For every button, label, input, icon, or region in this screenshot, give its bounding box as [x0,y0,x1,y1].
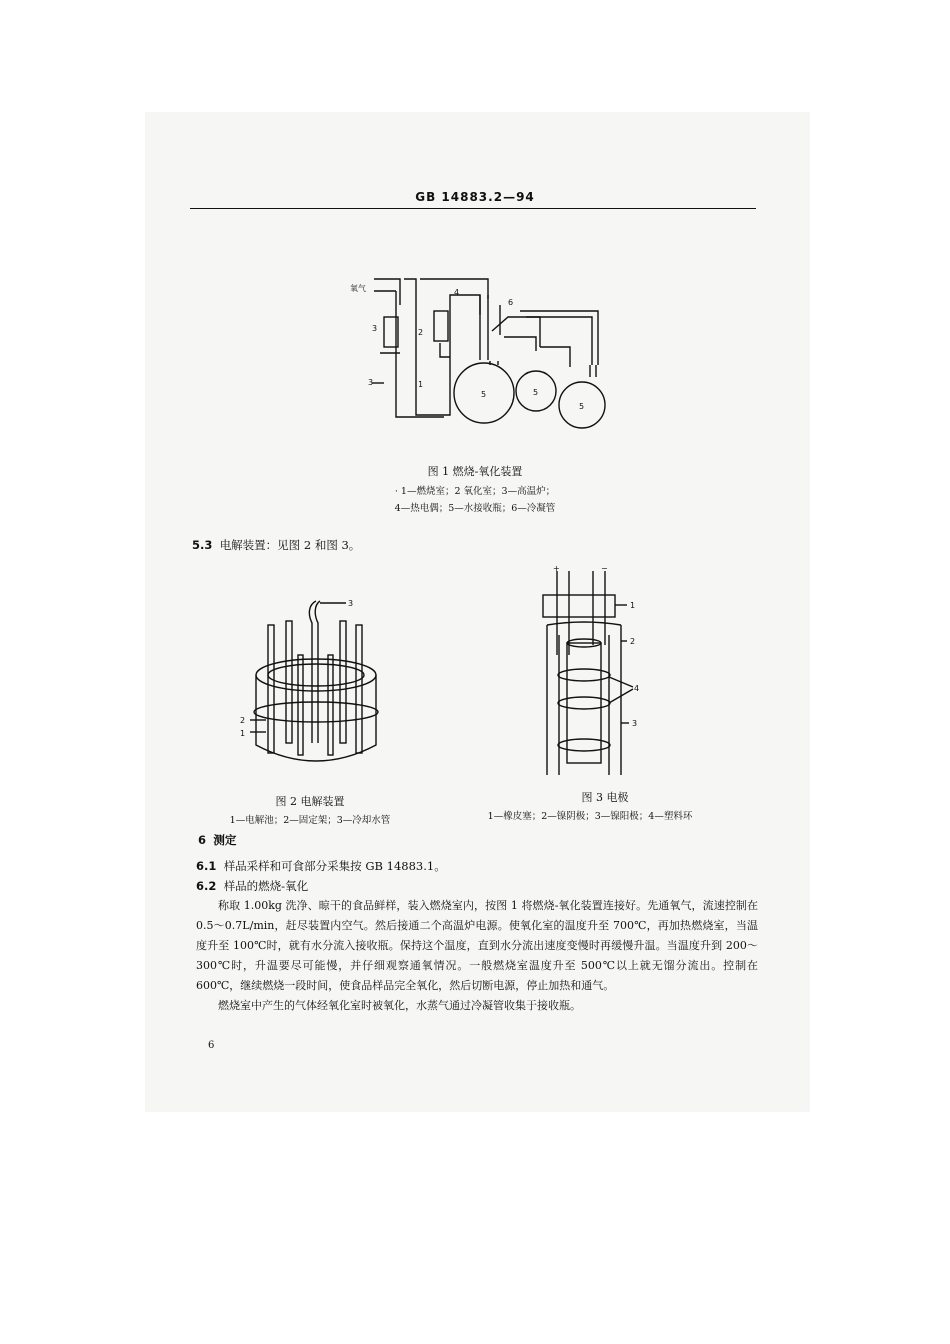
figure-3-legend: 1—橡皮塞；2—镍阴极；3—镍阳极；4—塑料环 [487,811,693,822]
label-3b: 3 [368,378,374,387]
label-2: 2 [240,716,246,725]
figure-1-apparatus-diagram [340,265,620,445]
page-number: 6 [208,1040,215,1051]
label-5a: 5 [481,390,487,399]
figure-3-electrode-diagram [535,565,645,780]
section-6-number: 6 [198,833,207,847]
label-3a: 3 [372,324,378,333]
section-6-2-paragraph-1: 称取 1.00kg 洗净、晾干的食品鲜样，装入燃烧室内，按图 1 将燃烧-氧化装置连接好。先通氧气，流速控制在 0.5～0.7L/min，赶尽装置内空气。然后接通二个高温炉电源。使氧化室的温度升至 700℃，再加热燃烧室，当温度升至 100℃时，就有水分流入接收瓶。保持这个温度，直到水分流出速度变慢时再缓慢升温。当温度升到 200～300℃时，升温要尽可能慢，并仔细观察通氧情况。一般燃烧室温度升至 500℃以上就无馏分流出。控制在 600℃，继续燃烧一段时间，使食品样品完全氧化，然后切断电源，停止加热和通气。 [196,899,758,992]
section-6-title: 测定 [213,833,237,847]
section-6-heading [198,832,236,848]
standard-number-header: GB 14883.2—94 [415,190,535,204]
label-2: 2 [630,637,636,646]
section-5-3-text: 电解装置：见图 2 和图 3。 [219,538,361,552]
label-1: 1 [240,729,246,738]
section-6-1-text: 样品采样和可食部分采集按 GB 14883.1。 [223,859,446,873]
label-1: 1 [418,380,424,389]
section-6-2-body [196,896,758,1016]
label-5c: 5 [579,402,585,411]
label-oxygen: 氧气 [350,284,366,293]
figure-3-caption: 图 3 电极 [581,791,629,804]
section-6-1 [196,858,446,874]
label-plus: + [553,564,560,573]
section-6-2-heading [196,878,308,894]
label-3: 3 [632,719,638,728]
label-6: 6 [508,298,514,307]
label-minus: − [601,564,608,573]
figure-1-legend-line1: · 1—燃烧室；2 氧化室；3—高温炉； [394,486,556,497]
section-6-2-number: 6.2 [196,879,217,893]
figure-2-electrolysis-diagram [236,595,386,780]
section-5-3-number: 5.3 [192,538,213,552]
figure-1-legend-line2: 4—热电偶；5—水接收瓶；6—冷凝管 [394,503,556,514]
label-1: 1 [630,601,636,610]
label-2: 2 [418,328,424,337]
figure-2-legend: 1—电解池；2—固定架；3—冷却水管 [229,815,391,826]
label-4: 4 [634,684,640,693]
section-6-1-number: 6.1 [196,859,217,873]
section-5-3 [192,537,360,553]
label-4: 4 [454,288,460,297]
figure-1-caption: 图 1 燃烧-氧化装置 [427,465,523,478]
section-6-2-title: 样品的燃烧-氧化 [223,879,309,893]
figure-2-caption: 图 2 电解装置 [275,795,345,808]
label-3: 3 [348,599,354,608]
header-rule [190,208,756,209]
section-6-2-paragraph-2: 燃烧室中产生的气体经氧化室时被氧化，水蒸气通过冷凝管收集于接收瓶。 [218,999,581,1012]
label-5b: 5 [533,388,539,397]
